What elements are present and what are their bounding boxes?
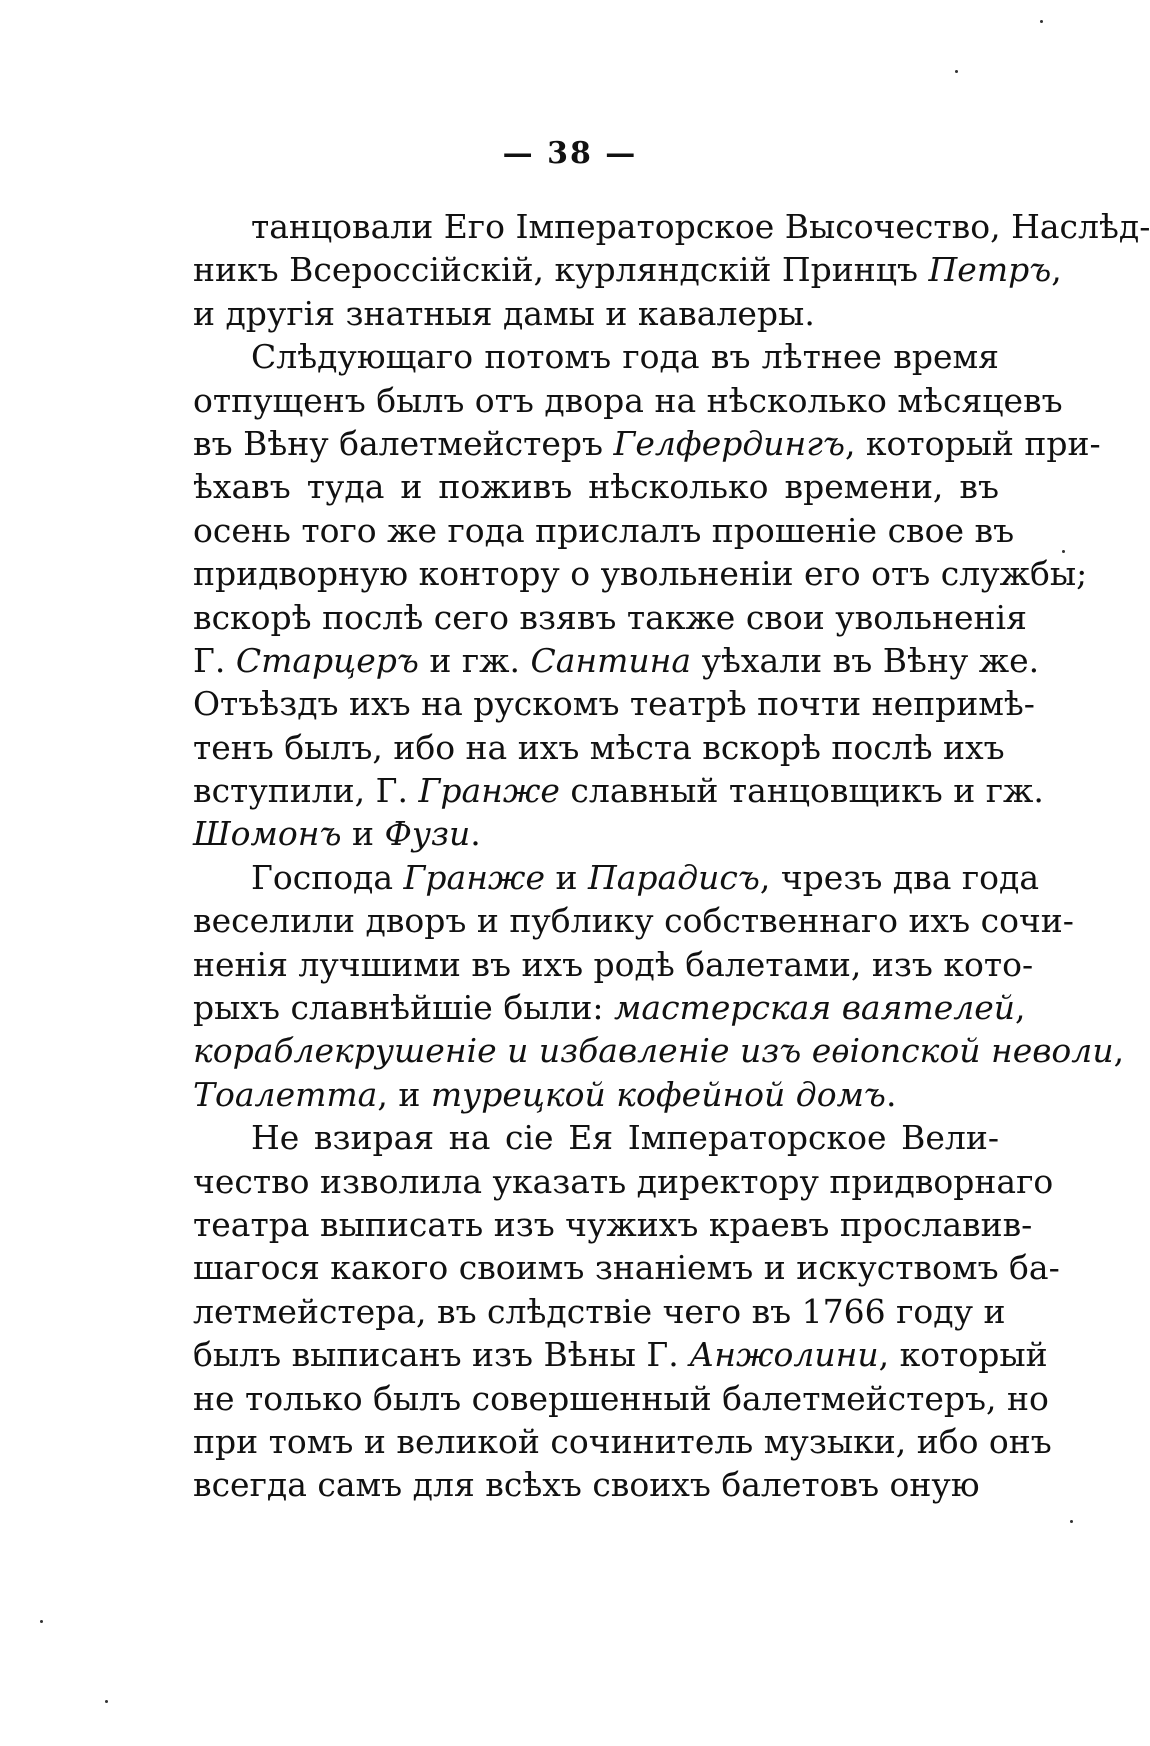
text-run: тенъ былъ, ибо на ихъ мѣста вскорѣ послѣ ихъ [193, 727, 1005, 767]
text-run: Господа [251, 857, 404, 897]
text-line [193, 1420, 1052, 1463]
text-run: Слѣдующаго потомъ года въ лѣтнее время [251, 337, 999, 377]
text-run: уѣхали въ Вѣну же. [691, 640, 1040, 680]
text-line [193, 943, 1034, 986]
italic-name: Гранже [418, 771, 560, 811]
text-run: не только былъ совершенный балетмейстеръ, но [193, 1378, 1049, 1418]
text-line [193, 1029, 1125, 1072]
paragraph [193, 856, 1125, 1116]
text-run: Отъѣздъ ихъ на рускомъ театрѣ почти непримѣ- [193, 684, 1035, 724]
text-line [193, 248, 1062, 291]
italic-name: Сантина [530, 640, 692, 680]
italic-name: Шомонъ [193, 814, 342, 854]
text-run: былъ выписанъ изъ Вѣны Г. [193, 1335, 690, 1375]
italic-name: Анжолини [689, 1335, 879, 1375]
italic-name: Парадисъ [587, 857, 760, 897]
text-line [193, 1203, 1033, 1246]
text-run: . [885, 1074, 897, 1114]
text-run: , [1015, 988, 1026, 1028]
scan-speck [40, 1620, 43, 1623]
italic-name: Фузи [384, 814, 471, 854]
text-line [193, 1290, 1006, 1333]
text-line [193, 1160, 1054, 1203]
text-line [193, 812, 999, 855]
text-run: ненiя лучшими въ ихъ родѣ балетами, изъ кото- [193, 944, 1034, 984]
scan-speck [1070, 1520, 1073, 1523]
text-line [193, 552, 1088, 595]
italic-name: турецкой кофейной домъ [430, 1074, 886, 1114]
text-run: вскорѣ послѣ сего взявъ также свои увольненiя [193, 597, 1027, 637]
paragraph [193, 335, 1101, 856]
italic-name: мастерская ваятелей [614, 988, 1016, 1028]
text-line [193, 509, 1015, 552]
text-line [193, 465, 999, 508]
text-line [193, 856, 1040, 899]
text-run: , чрезъ два года [759, 857, 1040, 897]
text-run: всегда самъ для всѣхъ своихъ балетовъ оную [193, 1465, 980, 1505]
text-run: славный танцовщикъ и гж. [559, 771, 1044, 811]
page-number: — 38 — [502, 136, 638, 171]
text-run: отпущенъ былъ отъ двора на нѣсколько мѣсяцевъ [193, 380, 1063, 420]
text-run: , [1051, 250, 1062, 290]
text-line [193, 292, 999, 335]
text-run: и другiя знатныя дамы и кавалеры. [193, 293, 815, 333]
text-run: Не взирая на сiе Ея Iмператорское Вели- [251, 1118, 999, 1158]
text-run: при томъ и великой сочинитель музыки, ибо онъ [193, 1421, 1052, 1461]
text-run: шагося какого своимъ знанiемъ и искуствомъ ба- [193, 1248, 1060, 1288]
text-run: , и [377, 1074, 431, 1114]
italic-name: Гранже [403, 857, 545, 897]
text-line [193, 639, 1040, 682]
text-run: театра выписать изъ чужихъ краевъ прославив- [193, 1204, 1033, 1244]
italic-name: кораблекрушенiе и избавленiе изъ еѳiопской неволи [193, 1031, 1114, 1071]
text-run: осень того же года прислалъ прошенiе свое въ [193, 510, 1015, 550]
text-line [193, 1246, 1060, 1289]
italic-name: Петръ [928, 250, 1052, 290]
text-run: . [470, 814, 481, 854]
text-run: ѣхавъ туда и поживъ нѣсколько времени, въ [193, 467, 999, 507]
paragraph [193, 1116, 1060, 1507]
text-run: Г. [193, 640, 236, 680]
text-line [193, 596, 1027, 639]
text-run: вступили, Г. [193, 771, 419, 811]
scan-speck [1040, 20, 1043, 23]
text-run: веселили дворъ и публику собственнаго ихъ сочи- [193, 901, 1074, 941]
italic-name: Гелфердингъ [613, 423, 845, 463]
text-line [193, 379, 1063, 422]
text-line [193, 205, 1150, 248]
paragraph [193, 205, 1150, 335]
scan-speck [1062, 550, 1065, 553]
body-text [193, 205, 1150, 1507]
text-run: въ Вѣну балетмейстеръ [193, 423, 614, 463]
text-line [193, 682, 1035, 725]
italic-name: Тоалетта [193, 1074, 378, 1114]
text-line [193, 1116, 999, 1159]
text-line [193, 1377, 1049, 1420]
text-run: , который при- [844, 423, 1101, 463]
scan-speck [105, 1700, 108, 1703]
text-run: , который [878, 1335, 1048, 1375]
italic-name: Старцеръ [235, 640, 419, 680]
text-run: чество изволила указать директору придворнаго [193, 1161, 1054, 1201]
text-line [193, 726, 1005, 769]
text-line [193, 769, 1044, 812]
text-run: и [544, 857, 588, 897]
text-line [193, 1333, 1048, 1376]
text-run: никъ Всероссiйскiй, курляндскiй Принцъ [193, 250, 929, 290]
text-run: и гж. [418, 640, 531, 680]
text-run: и [341, 814, 385, 854]
text-line [193, 422, 1101, 465]
text-run: придворную контору о увольненiи его отъ службы; [193, 554, 1088, 594]
text-line [193, 899, 1074, 942]
text-run: летмейстера, въ слѣдствiе чего въ 1766 году и [193, 1291, 1006, 1331]
text-line [193, 1073, 999, 1116]
text-line [193, 986, 1026, 1029]
text-run: танцовали Его Iмператорское Высочество, Наслѣд- [251, 207, 1150, 246]
text-run: , [1113, 1031, 1125, 1071]
text-line [193, 335, 999, 378]
text-run: рыхъ славнѣйшiе были: [193, 988, 615, 1028]
text-line [193, 1463, 999, 1506]
scan-speck [955, 70, 958, 73]
